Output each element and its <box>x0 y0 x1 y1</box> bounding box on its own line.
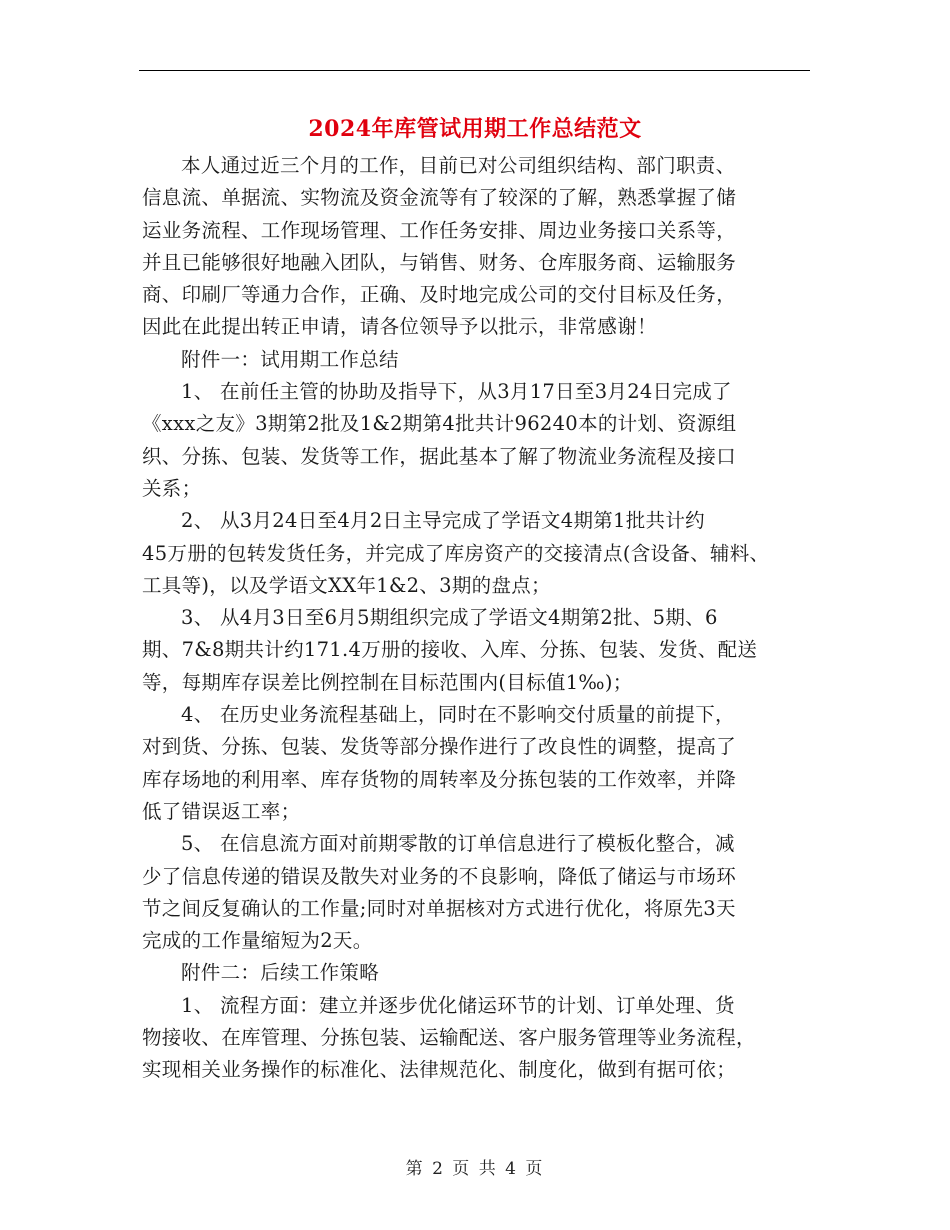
paragraph-line: 完成的工作量缩短为2天。 <box>142 929 373 953</box>
paragraph-line: 库存场地的利用率、库存货物的周转率及分拣包装的工作效率，并降 <box>142 767 737 791</box>
paragraph-line: 并且已能够很好地融入团队，与销售、财务、仓库服务商、运输服务 <box>142 250 737 274</box>
paragraph-line: 节之间反复确认的工作量;同时对单据核对方式进行优化，将原先3天 <box>142 896 736 920</box>
paragraph-line: 少了信息传递的错误及散失对业务的不良影响，降低了储运与市场环 <box>142 864 737 888</box>
paragraph-line: 附件一：试用期工作总结 <box>181 347 399 371</box>
paragraph-line: 实现相关业务操作的标准化、法律规范化、制度化，做到有据可依； <box>142 1058 737 1082</box>
paragraph-line: 本人通过近三个月的工作，目前已对公司组织结构、部门职责、 <box>181 154 736 177</box>
paragraph-line: 等，每期库存误差比例控制在目标范围内(目标值1‰)； <box>142 670 633 694</box>
paragraph <box>142 376 822 505</box>
paragraph-line: 商、印刷厂等通力合作，正确、及时地完成公司的交付目标及任务， <box>142 283 737 307</box>
paragraph-line: 45万册的包转发货任务，并完成了库房资产的交接清点(含设备、辅料、 <box>142 541 770 565</box>
document-title: 2024年库管试用期工作总结范文 <box>308 116 642 142</box>
paragraph <box>142 828 822 957</box>
paragraph-line: 2、 从3月24日至4月2日主导完成了学语文4期第1批共计约 <box>181 509 705 533</box>
paragraph-line: 织、分拣、包装、发货等工作，据此基本了解了物流业务流程及接口 <box>142 444 737 468</box>
paragraph-line: 低了错误返工率； <box>142 799 301 823</box>
paragraph-line: 3、 从4月3日至6月5期组织完成了学语文4期第2批、5期、6 <box>181 606 718 630</box>
paragraph-line: 对到货、分拣、包装、发货等部分操作进行了改良性的调整，提高了 <box>142 735 737 759</box>
document-body <box>142 150 822 1087</box>
header-rule <box>139 70 810 71</box>
paragraph <box>142 150 822 344</box>
page-number: 第 2 页 共 4 页 <box>405 1159 545 1179</box>
paragraph <box>142 602 822 699</box>
paragraph <box>142 344 822 376</box>
paragraph-line: 5、 在信息流方面对前期零散的订单信息进行了模板化整合，减 <box>181 832 735 856</box>
paragraph-line: 1、 流程方面：建立并逐步优化储运环节的计划、订单处理、货 <box>181 993 735 1017</box>
paragraph-line: 《xxx之友》3期第2批及1&2期第4批共计96240本的计划、资源组 <box>142 412 737 436</box>
paragraph-line: 因此在此提出转正申请，请各位领导予以批示，非常感谢！ <box>142 315 657 339</box>
paragraph-line: 4、 在历史业务流程基础上，同时在不影响交付质量的前提下， <box>181 703 735 727</box>
paragraph-line: 物接收、在库管理、分拣包装、运输配送、客户服务管理等业务流程， <box>142 1026 756 1050</box>
paragraph <box>142 505 822 602</box>
paragraph-line: 工具等)，以及学语文XX年1&2、3期的盘点； <box>142 573 551 597</box>
paragraph-line: 1、 在前任主管的协助及指导下，从3月17日至3月24日完成了 <box>181 380 732 404</box>
paragraph-line: 信息流、单据流、实物流及资金流等有了较深的了解，熟悉掌握了储 <box>142 186 737 210</box>
paragraph-line: 期、7&8期共计约171.4万册的接收、入库、分拣、包装、发货、配送 <box>142 638 758 662</box>
paragraph <box>142 957 822 989</box>
paragraph-line: 附件二：后续工作策略 <box>181 961 380 985</box>
paragraph <box>142 990 822 1087</box>
paragraph-line: 关系； <box>142 476 202 500</box>
paragraph <box>142 699 822 828</box>
paragraph-line: 运业务流程、工作现场管理、工作任务安排、周边业务接口关系等， <box>142 218 737 242</box>
